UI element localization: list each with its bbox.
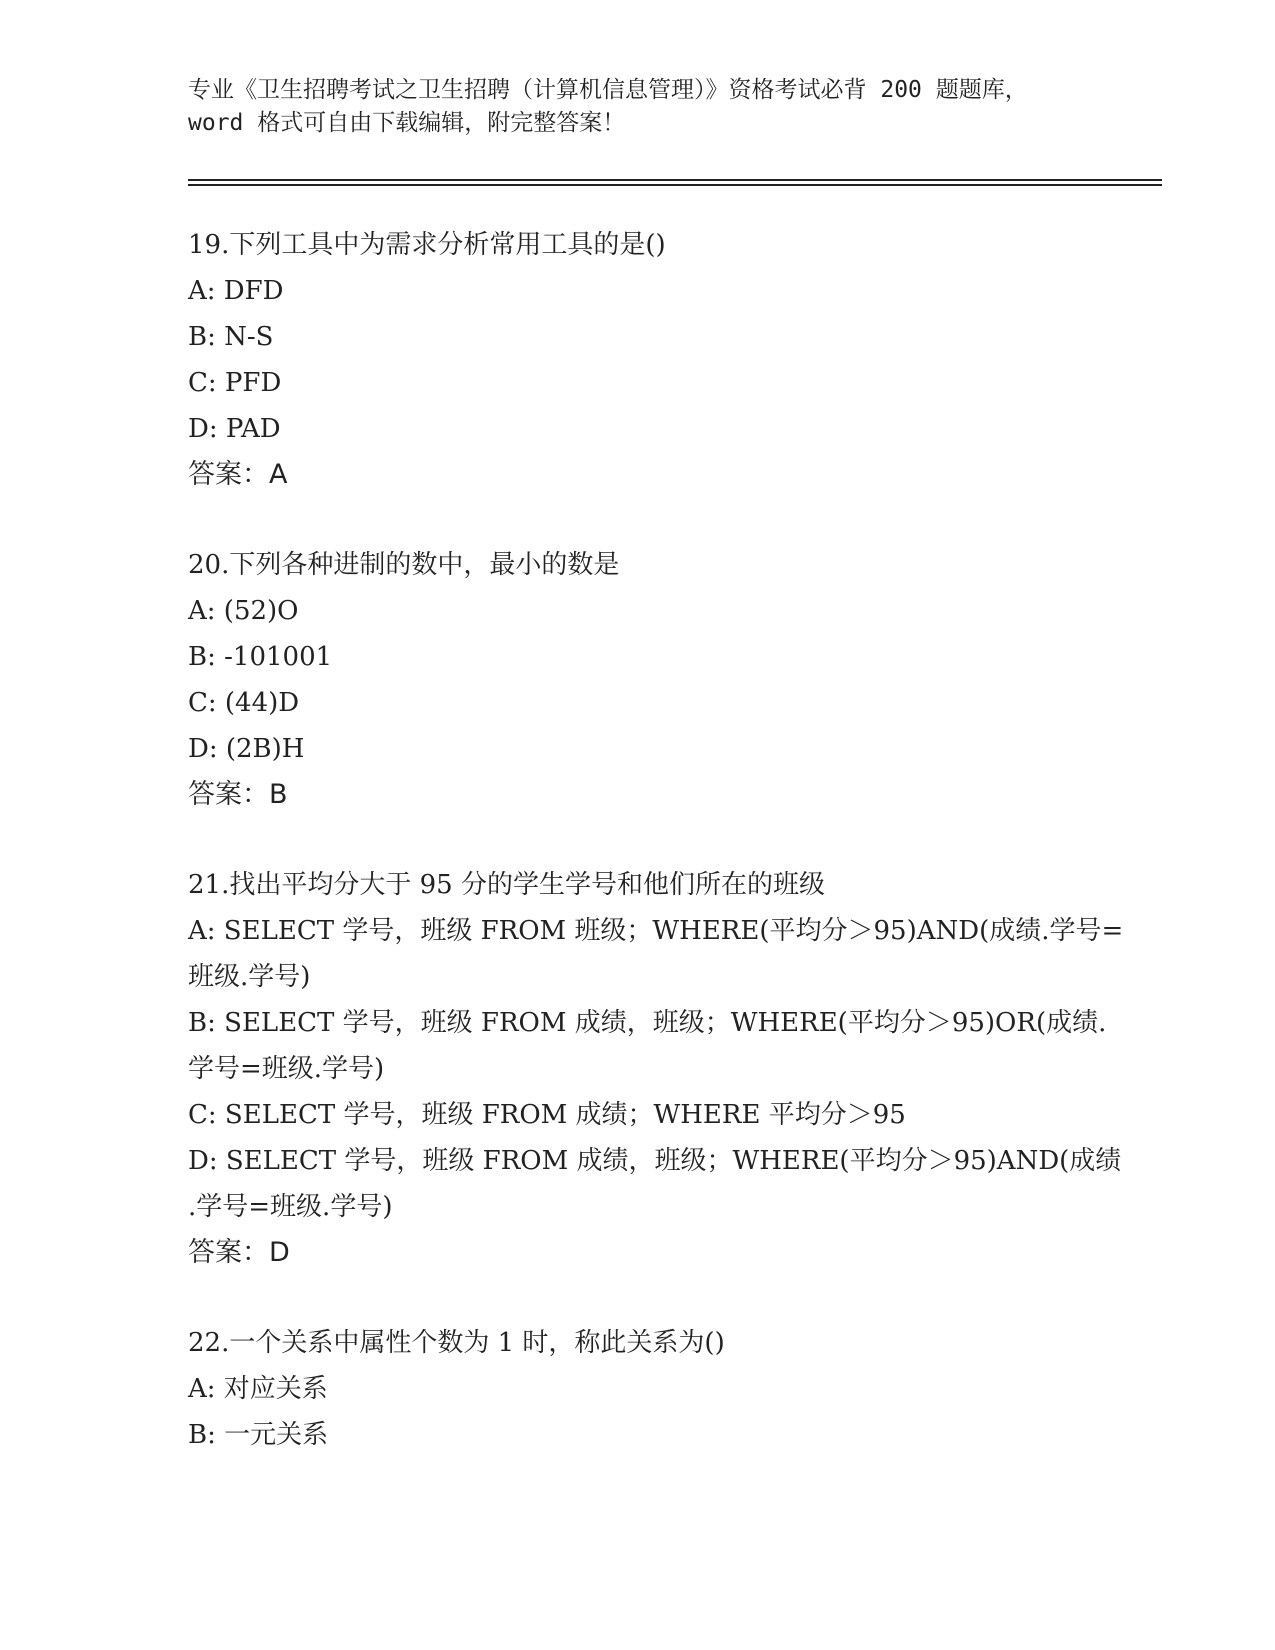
option-b-continued: 学号=班级.学号)	[188, 1054, 385, 1084]
answer: 答案：B	[188, 779, 288, 810]
option-a-continued: 班级.学号)	[188, 962, 311, 992]
answer: 答案：A	[188, 459, 288, 490]
answer: 答案：D	[188, 1237, 290, 1268]
option-b: B: -101001	[188, 642, 333, 672]
option-b: B: N-S	[188, 322, 274, 352]
option-c: C: PFD	[188, 368, 282, 398]
option-a: A: 对应关系	[188, 1374, 328, 1404]
header-divider-top	[188, 179, 1162, 181]
header-line-1: 专业《卫生招聘考试之卫生招聘（计算机信息管理）》资格考试必背 200 题题库，	[188, 77, 1028, 103]
option-d: D: SELECT 学号，班级 FROM 成绩，班级；WHERE(平均分＞95)AND(成绩	[188, 1146, 1122, 1176]
question-19	[188, 222, 1088, 498]
header-divider-bottom	[188, 184, 1162, 186]
option-a: A: SELECT 学号，班级 FROM 班级；WHERE(平均分＞95)AND(成绩.学号=	[188, 916, 1124, 946]
option-b: B: 一元关系	[188, 1420, 329, 1450]
option-c: C: SELECT 学号，班级 FROM 成绩；WHERE 平均分＞95	[188, 1100, 906, 1130]
document-header	[188, 74, 1088, 140]
option-d: D: (2B)H	[188, 734, 305, 764]
question-20	[188, 542, 1088, 818]
option-d: D: PAD	[188, 414, 281, 444]
question-21	[188, 862, 1124, 1276]
question-stem: 20.下列各种进制的数中，最小的数是	[188, 550, 620, 580]
question-stem: 22.一个关系中属性个数为 1 时，称此关系为()	[188, 1328, 725, 1358]
question-stem: 19.下列工具中为需求分析常用工具的是()	[188, 230, 666, 260]
header-line-2: word 格式可自由下载编辑，附完整答案！	[188, 110, 626, 136]
question-22	[188, 1320, 1088, 1458]
option-a: A: DFD	[188, 276, 284, 306]
option-a: A: (52)O	[188, 596, 299, 626]
option-d-continued: .学号=班级.学号)	[188, 1192, 393, 1222]
question-stem: 21.找出平均分大于 95 分的学生学号和他们所在的班级	[188, 870, 825, 900]
option-c: C: (44)D	[188, 688, 300, 718]
option-b: B: SELECT 学号，班级 FROM 成绩，班级；WHERE(平均分＞95)OR(成绩.	[188, 1008, 1107, 1038]
